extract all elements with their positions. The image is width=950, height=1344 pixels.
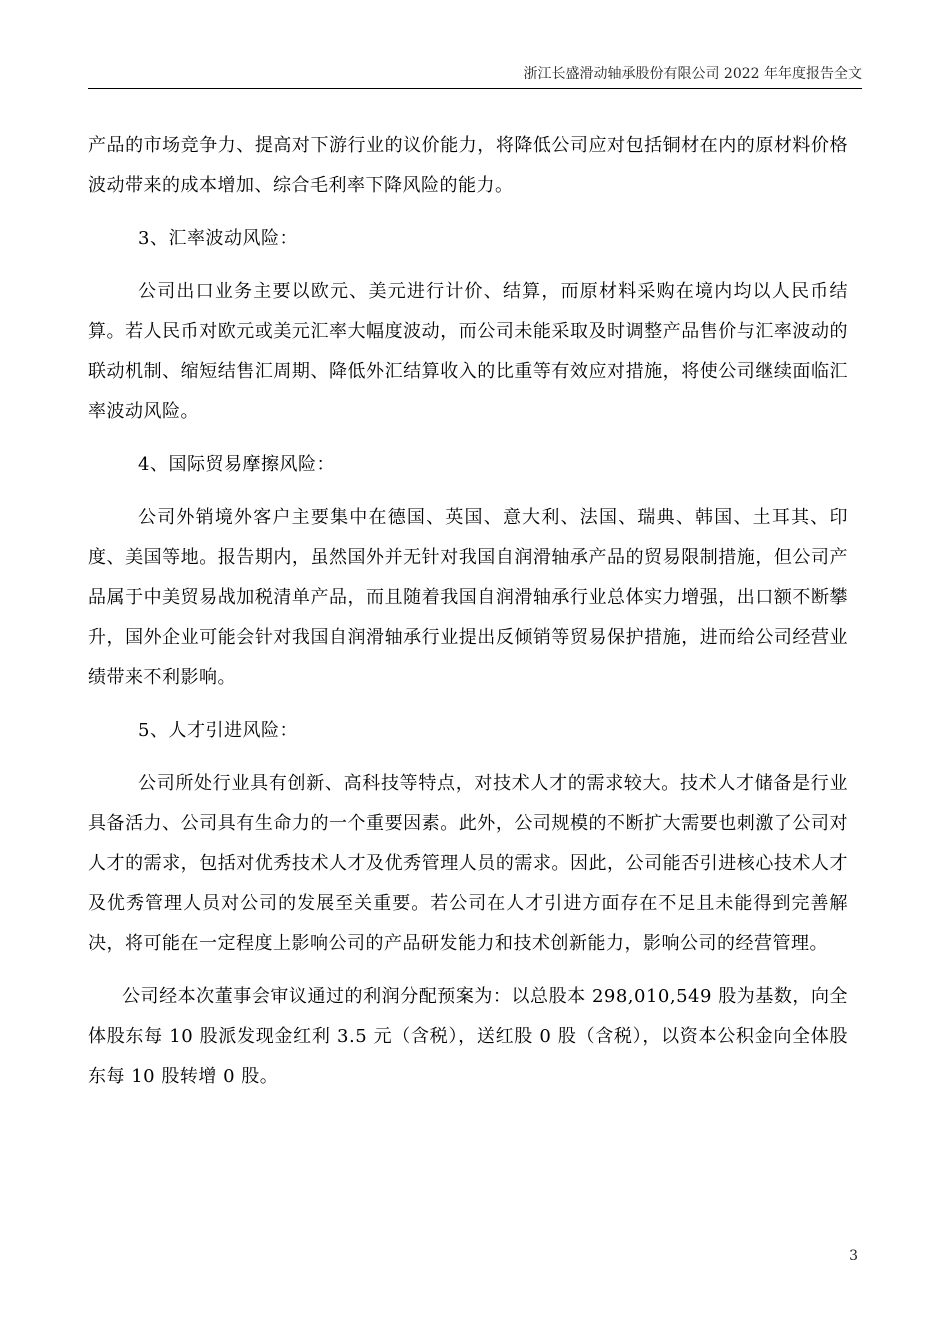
heading-trade-friction-risk: 4、国际贸易摩擦风险：: [138, 454, 335, 475]
heading-talent-risk: 5、人才引进风险：: [138, 720, 298, 741]
paragraph-talent-risk: 公司所处行业具有创新、高科技等特点，对技术人才的需求较大。技术人才储备是行业具备活力、公司具有生命力的一个重要因素。此外，公司规模的不断扩大需要也刺激了公司对人才的需求，包括对优秀技术人才及优秀管理人员的需求。因此，公司能否引进核心技术人才及优秀管理人员对公司的发展至关重要。若公司在人才引进方面存在不足且未能得到完善解决，将可能在一定程度上影响公司的产品研发能力和技术创新能力，影响公司的经营管理。: [88, 773, 848, 954]
paragraph-exchange-rate-risk: 公司出口业务主要以欧元、美元进行计价、结算，而原材料采购在境内均以人民币结算。若人民币对欧元或美元汇率大幅度波动，而公司未能采取及时调整产品售价与汇率波动的联动机制、缩短结售汇周期、降低外汇结算收入的比重等有效应对措施，将使公司继续面临汇率波动风险。: [88, 281, 848, 422]
paragraph-profit-distribution: 公司经本次董事会审议通过的利润分配预案为：以总股本 298,010,549 股为基数，向全体股东每 10 股派发现金红利 3.5 元（含税），送红股 0 股（含税），以资本公积金向全体股东每 10 股转增 0 股。: [88, 986, 848, 1087]
paragraph-raw-material-risk-continued: 产品的市场竞争力、提高对下游行业的议价能力，将降低公司应对包括铜材在内的原材料价格波动带来的成本增加、综合毛利率下降风险的能力。: [88, 135, 848, 196]
page-header: [88, 60, 862, 89]
page-number: 3: [849, 1248, 858, 1264]
heading-exchange-rate-risk: 3、汇率波动风险：: [138, 228, 298, 249]
report-title: 浙江长盛滑动轴承股份有限公司 2022 年年度报告全文: [523, 66, 862, 82]
paragraph-trade-friction-risk: 公司外销境外客户主要集中在德国、英国、意大利、法国、瑞典、韩国、土耳其、印度、美国等地。报告期内，虽然国外并无针对我国自润滑轴承产品的贸易限制措施，但公司产品属于中美贸易战加税清单产品，而且随着我国自润滑轴承行业总体实力增强，出口额不断攀升，国外企业可能会针对我国自润滑轴承行业提出反倾销等贸易保护措施，进而给公司经营业绩带来不利影响。: [88, 507, 848, 688]
document-body: [88, 126, 848, 1097]
